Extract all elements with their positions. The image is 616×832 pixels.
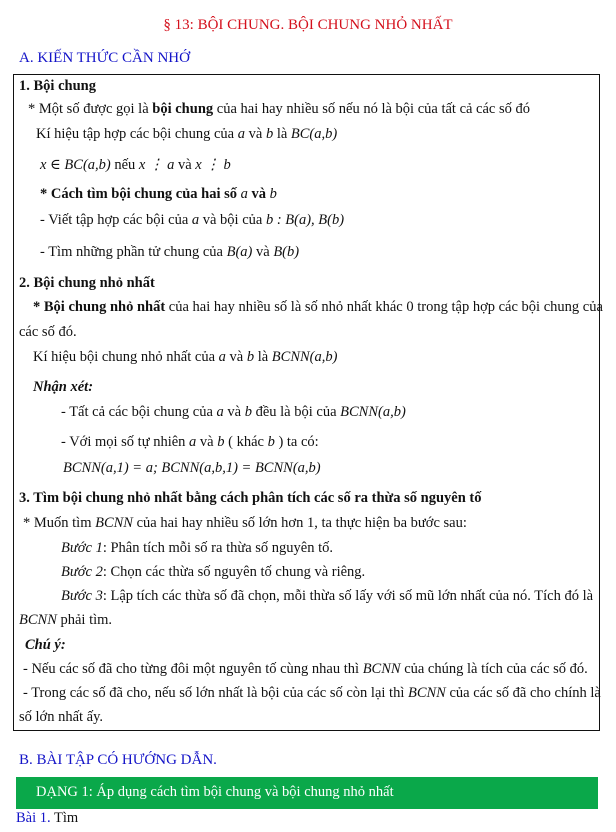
note-2: - Trong các số đã cho, nếu số lớn nhất là bội của các số còn lại thì BCNN của các số đã cho chính là: [23, 685, 601, 701]
part1-how-heading: * Cách tìm bội chung của hai số a và b: [40, 186, 277, 202]
remark-heading: Nhận xét:: [33, 379, 94, 395]
exercise-1: [16, 810, 78, 827]
part1-membership: x ∈ BC(a,b) nếu x ⋮ a và x ⋮ b: [40, 157, 231, 173]
note-2-line2: số lớn nhất ấy.: [19, 709, 104, 725]
section-a-heading: A. KIẾN THỨC CẦN NHỚ: [19, 50, 190, 66]
part2-definition-line2: các số đó.: [19, 324, 77, 340]
part1-definition: * Một số được gọi là bội chung của hai hay nhiều số nếu nó là bội của tất cả các số đó: [28, 101, 531, 117]
part3-intro: * Muốn tìm BCNN của hai hay nhiều số lớn hơn 1, ta thực hiện ba bước sau:: [23, 515, 467, 531]
page-title: § 13: BỘI CHUNG. BỘI CHUNG NHỎ NHẤT: [163, 17, 453, 33]
remark-1: - Tất cả các bội chung của a và b đều là bội của BCNN(a,b): [61, 404, 406, 420]
part2-definition: * Bội chung nhỏ nhất của hai hay nhiều số là số nhỏ nhất khác 0 trong tập hợp các bội chung của: [33, 299, 603, 315]
note-heading: Chú ý:: [25, 637, 66, 653]
part1-notation: Kí hiệu tập hợp các bội chung của a và b là BC(a,b): [36, 126, 338, 142]
dang-1-banner: [16, 777, 598, 809]
part1-step1: - Viết tập hợp các bội của a và bội của b : B(a), B(b): [40, 212, 345, 228]
part2-notation: Kí hiệu bội chung nhỏ nhất của a và b là BCNN(a,b): [33, 349, 338, 365]
note-1: - Nếu các số đã cho từng đôi một nguyên tố cùng nhau thì BCNN của chúng là tích của các số đó.: [23, 661, 588, 677]
section-b-heading: B. BÀI TẬP CÓ HƯỚNG DẪN.: [19, 752, 217, 768]
exercise-text: Tìm: [50, 810, 79, 826]
bcnn-formula: BCNN(a,1) = a; BCNN(a,b,1) = BCNN(a,b): [63, 460, 321, 476]
part2-heading: 2. Bội chung nhỏ nhất: [19, 275, 155, 291]
exercise-label: Bài 1.: [16, 810, 51, 826]
remark-2: - Với mọi số tự nhiên a và b ( khác b ) ta có:: [61, 434, 319, 450]
part1-heading: 1. Bội chung: [19, 78, 96, 94]
part3-step-2: Bước 2: Chọn các thừa số nguyên tố chung và riêng.: [61, 564, 366, 580]
dang-1-banner-text: DẠNG 1: Áp dụng cách tìm bội chung và bội chung nhỏ nhất: [36, 784, 394, 800]
part1-step2: - Tìm những phần tử chung của B(a) và B(b): [40, 244, 300, 260]
part3-heading: 3. Tìm bội chung nhỏ nhất bằng cách phân tích các số ra thừa số nguyên tố: [19, 490, 482, 506]
part3-step-3-line2: BCNN phải tìm.: [19, 612, 113, 628]
part3-step-1: Bước 1: Phân tích mỗi số ra thừa số nguyên tố.: [61, 540, 333, 556]
part3-step-3: Bước 3: Lập tích các thừa số đã chọn, mỗi thừa số lấy với số mũ lớn nhất của nó. Tích đó là: [61, 588, 594, 604]
